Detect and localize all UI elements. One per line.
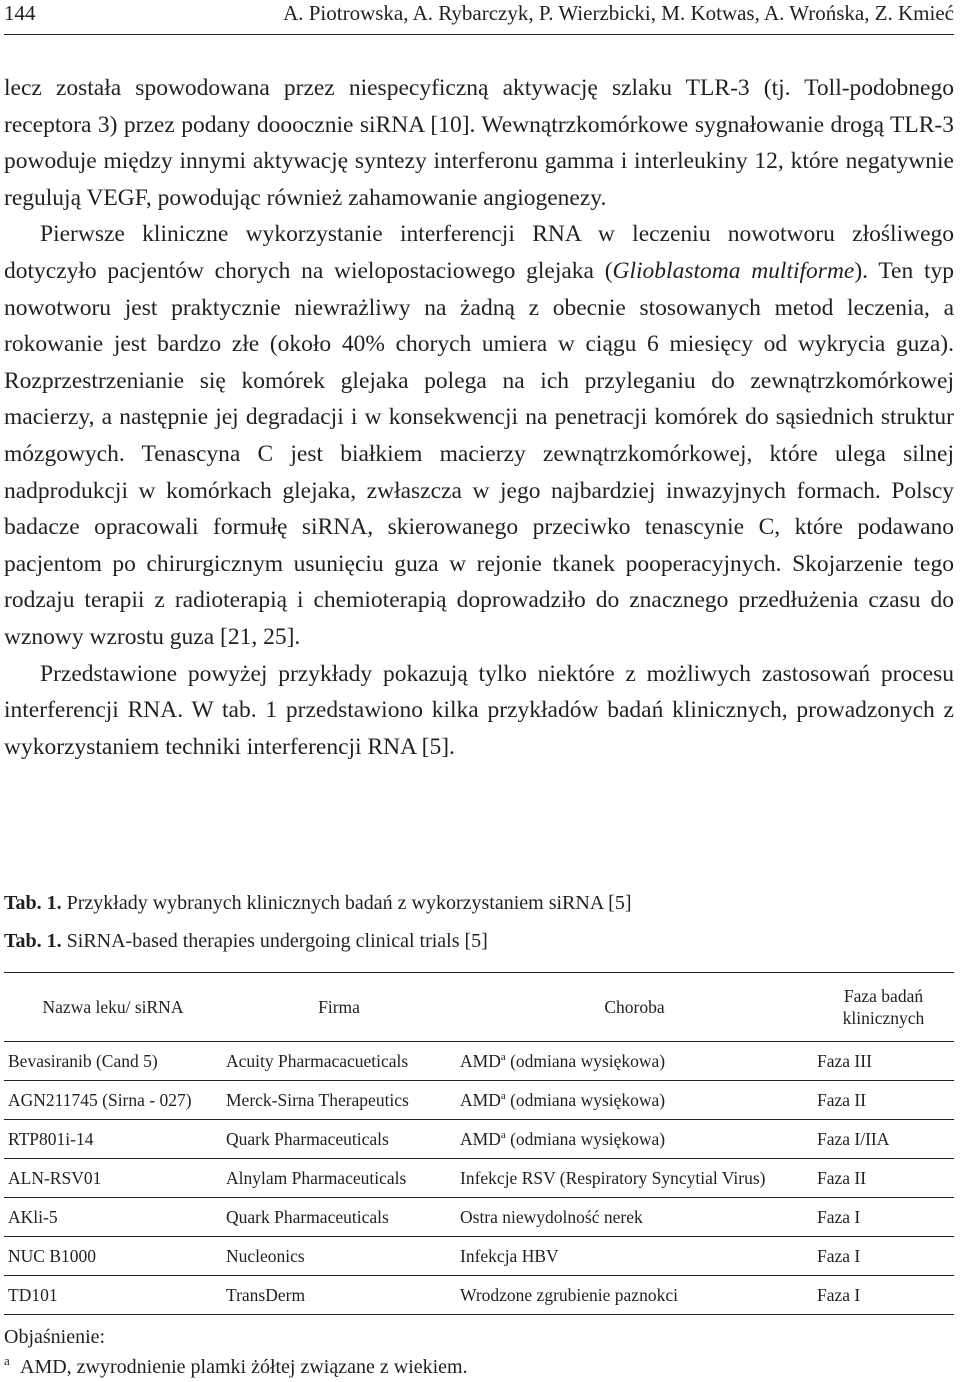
cell-name: RTP801i-14	[4, 1120, 222, 1159]
column-header-company: Firma	[222, 973, 456, 1042]
table-row	[4, 1159, 954, 1198]
cell-name: AKli-5	[4, 1198, 222, 1237]
cell-phase: Faza III	[813, 1042, 954, 1081]
cell-name: Bevasiranib (Cand 5)	[4, 1042, 222, 1081]
cell-phase: Faza I/IIA	[813, 1120, 954, 1159]
cell-company: Acuity Pharmacacueticals	[222, 1042, 456, 1081]
cell-name: ALN-RSV01	[4, 1159, 222, 1198]
cell-disease: Wrodzone zgrubienie paznokci	[456, 1276, 813, 1315]
column-header-name: Nazwa leku/ siRNA	[4, 973, 222, 1042]
body-text	[4, 70, 954, 765]
paragraph-2-rest: ). Ten typ nowotworu jest praktycznie niewrażliwy na żadną z obecnie stosowanych metod leczenia, a rokowanie jest bardzo złe (około 40% chorych umiera w ciągu 6 miesięcy od wykrycia guza). Rozprzestrzenianie się komórek glejaka polega na ich przyleganiu do zewnątrzkomórkowej macierzy, a następnie jej degradacji i w konsekwencji na penetracji komórek do sąsiednich struktur mózgowych. Tenascyna C jest białkiem macierzy zewnątrzkomórkowej, które ulega silnej nadprodukcji w komórkach glejaka, zwłaszcza w jego najbardziej inwazyjnych formach. Polscy badacze opracowali formułę siRNA, skierowanego przeciwko tenascynie C, które podawano pacjentom po chirurgicznym usunięciu guza w rejonie tkanek pooperacyjnych. Skojarzenie tego rodzaju terapii z radioterapią i chemioterapią doprowadziło do znacznego przedłużenia czasu do wznowy wzrostu guza [21, 25].	[4, 257, 954, 650]
table-row	[4, 1042, 954, 1081]
running-head-authors: A. Piotrowska, A. Rybarczyk, P. Wierzbicki, M. Kotwas, A. Wrońska, Z. Kmieć	[283, 1, 954, 25]
paragraph-2-latin-name: Glioblastoma multiforme	[612, 257, 855, 284]
running-header	[4, 0, 954, 35]
table-caption-en	[4, 928, 954, 954]
table-row	[4, 1198, 954, 1237]
cell-company: Merck-Sirna Therapeutics	[222, 1081, 456, 1120]
cell-company: Alnylam Pharmaceuticals	[222, 1159, 456, 1198]
cell-disease: AMD$^a$ (odmiana wysiękowa)	[456, 1081, 813, 1120]
cell-company: TransDerm	[222, 1276, 456, 1315]
cell-disease: Infekcje RSV (Respiratory Syncytial Virus)	[456, 1159, 813, 1198]
table-header-row	[4, 973, 954, 1042]
table-caption-en-text: SiRNA-based therapies undergoing clinical trials [5]	[61, 930, 488, 952]
cell-disease: Ostra niewydolność nerek	[456, 1198, 813, 1237]
footnote-a	[4, 1352, 954, 1382]
cell-name: AGN211745 (Sirna - 027)	[4, 1081, 222, 1120]
cell-disease: AMD$^a$ (odmiana wysiękowa)	[456, 1042, 813, 1081]
cell-phase: Faza I	[813, 1276, 954, 1315]
paragraph-2	[4, 216, 954, 655]
table-caption-pl-label: Tab. 1.	[4, 892, 62, 914]
paragraph-3: Przedstawione powyżej przykłady pokazują tylko niektóre z możliwych zastosowań procesu interferencji RNA. W tab. 1 przedstawiono kilka przykładów badań klinicznych, prowadzonych z wykorzystaniem techniki interferencji RNA [5].	[4, 660, 954, 760]
cell-company: Quark Pharmaceuticals	[222, 1120, 456, 1159]
cell-company: Quark Pharmaceuticals	[222, 1198, 456, 1237]
clinical-trials-table	[4, 972, 954, 1315]
footnote-text: AMD, zwyrodnienie plamki żółtej związane z wiekiem.	[20, 1356, 468, 1378]
paragraph-2-start: Pierwsze kliniczne wykorzystanie interferencji RNA w leczeniu nowotworu złośliwego dotyczyło pacjentów chorych na wielopostaciowego glejaka (	[4, 221, 954, 284]
table-row	[4, 1081, 954, 1120]
table-row	[4, 1276, 954, 1315]
column-header-phase: Faza badań klinicznych	[813, 973, 954, 1042]
cell-phase: Faza II	[813, 1159, 954, 1198]
footnote-mark: a	[4, 1353, 10, 1368]
table-caption-en-label: Tab. 1.	[4, 930, 62, 952]
cell-company: Nucleonics	[222, 1237, 456, 1276]
notes-title: Objaśnienie:	[4, 1326, 106, 1348]
table-row	[4, 1120, 954, 1159]
column-header-disease: Choroba	[456, 973, 813, 1042]
page-number: 144	[4, 1, 36, 25]
cell-name: NUC B1000	[4, 1237, 222, 1276]
table-caption-pl	[4, 890, 954, 916]
cell-phase: Faza I	[813, 1198, 954, 1237]
cell-name: TD101	[4, 1276, 222, 1315]
table-caption-pl-text: Przykłady wybranych klinicznych badań z wykorzystaniem siRNA [5]	[61, 892, 632, 914]
paragraph-1: lecz została spowodowana przez niespecyficzną aktywację szlaku TLR-3 (tj. Toll-podobnego receptora 3) przez podany dooocznie siRNA [10]. Wewnątrzkomórkowe sygnałowanie drogą TLR-3 powoduje między innymi aktywację syntezy interferonu gamma i interleukiny 12, które negatywnie regulują VEGF, powodując również zahamowanie angiogenezy.	[4, 75, 954, 211]
cell-disease: AMD$^a$ (odmiana wysiękowa)	[456, 1120, 813, 1159]
cell-phase: Faza I	[813, 1237, 954, 1276]
cell-phase: Faza II	[813, 1081, 954, 1120]
table-notes	[4, 1322, 954, 1382]
table-row	[4, 1237, 954, 1276]
cell-disease: Infekcja HBV	[456, 1237, 813, 1276]
